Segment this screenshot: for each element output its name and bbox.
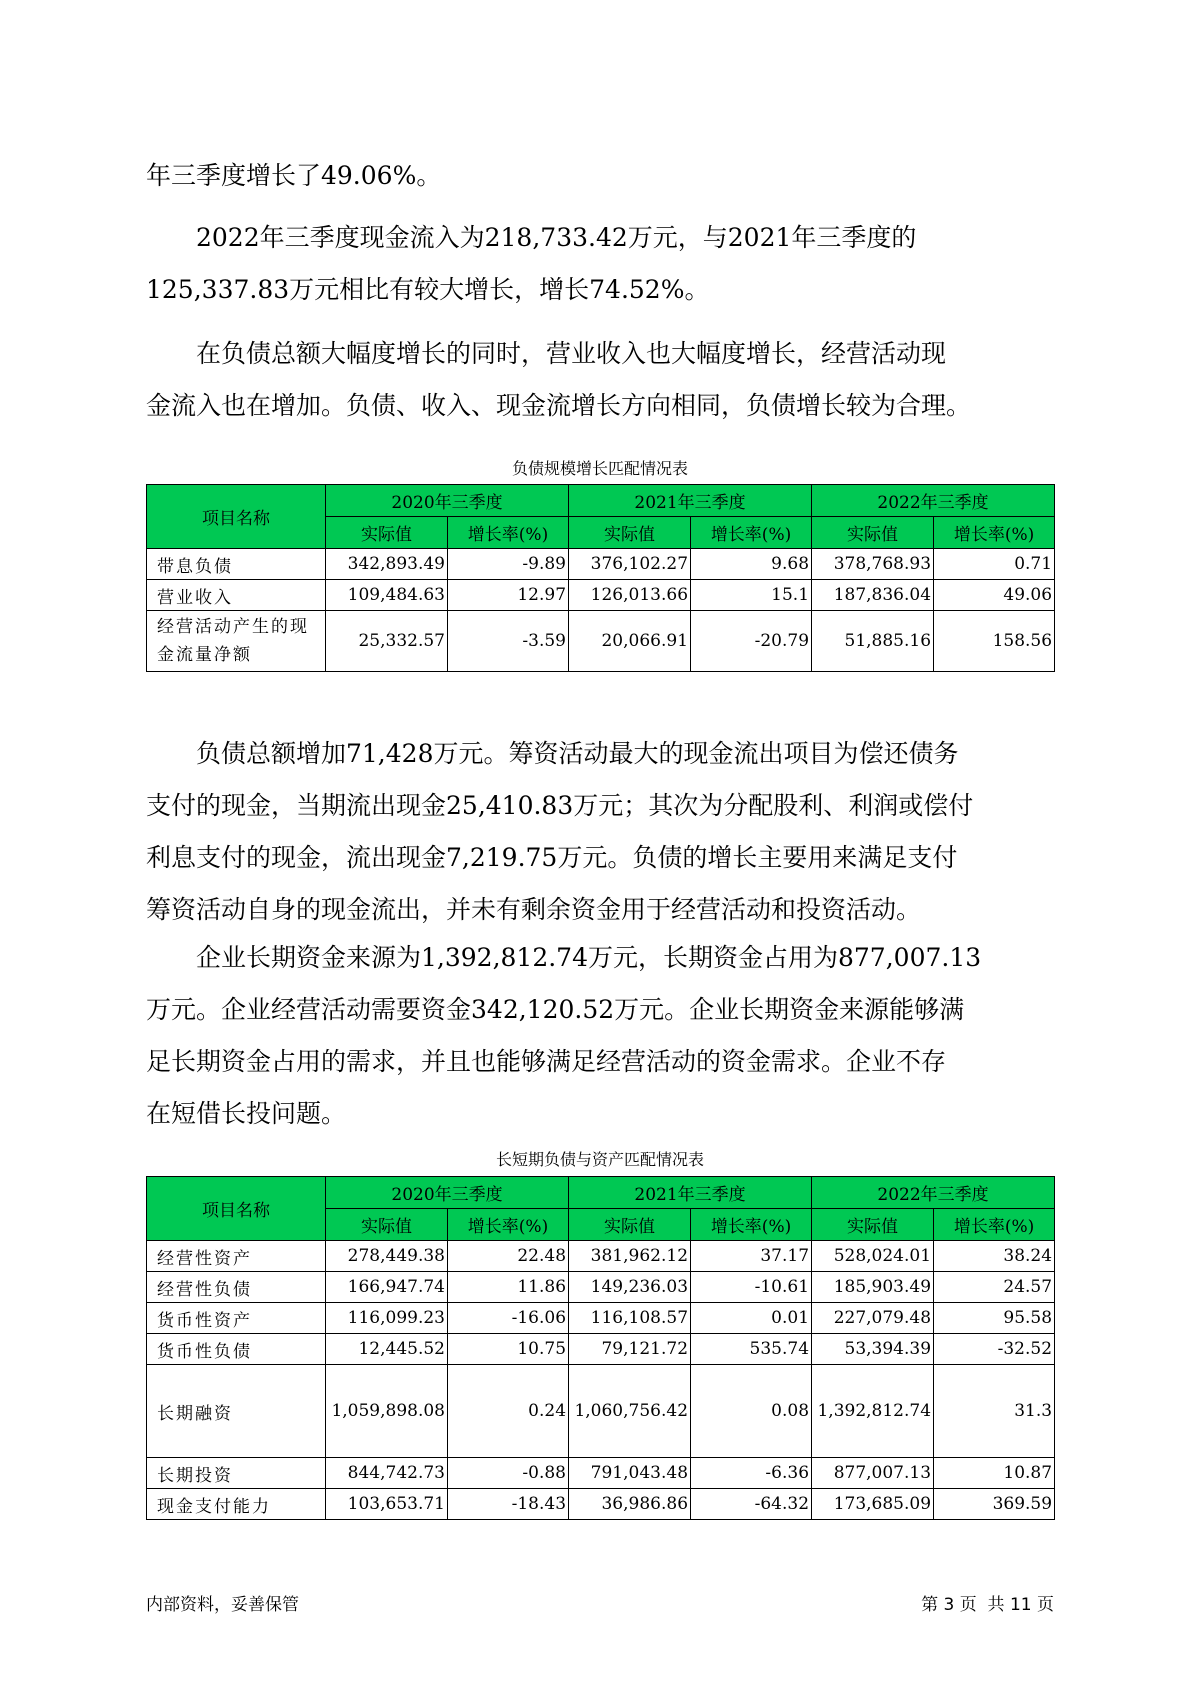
actual-value-header: 实际值 (326, 1209, 448, 1241)
cell-value: 109,484.63 (326, 580, 448, 611)
cell-value: 31.3 (934, 1365, 1055, 1458)
paragraph-line: 足长期资金占用的需求，并且也能够满足经营活动的资金需求。企业不存 (146, 1047, 947, 1076)
cell-value: 0.08 (691, 1365, 812, 1458)
cell-value: 12,445.52 (326, 1334, 448, 1365)
actual-value-header: 实际值 (326, 517, 448, 549)
row-name: 经营性负债 (147, 1272, 326, 1303)
cell-value: 1,392,812.74 (812, 1365, 934, 1458)
cell-value: 0.71 (934, 549, 1055, 580)
paragraph-continuation (146, 150, 1046, 202)
paragraph-cash-inflow (146, 212, 1046, 316)
paragraph-debt-growth (146, 328, 1046, 432)
cell-value: 15.1 (691, 580, 812, 611)
actual-value-header: 实际值 (812, 517, 934, 549)
cell-value: 173,685.09 (812, 1489, 934, 1520)
cell-value: 49.06 (934, 580, 1055, 611)
cell-value: 278,449.38 (326, 1241, 448, 1272)
cell-value: -64.32 (691, 1489, 812, 1520)
cell-value: 187,836.04 (812, 580, 934, 611)
paragraph-line: 企业长期资金来源为1,392,812.74万元，长期资金占用为877,007.13 (196, 943, 982, 972)
row-name: 带息负债 (147, 549, 326, 580)
cell-value: -10.61 (691, 1272, 812, 1303)
table-row (147, 1241, 1055, 1272)
paragraph-line: 筹资活动自身的现金流出，并未有剩余资金用于经营活动和投资活动。 (146, 895, 922, 924)
cell-value: -32.52 (934, 1334, 1055, 1365)
table-row (147, 1272, 1055, 1303)
table-row (147, 549, 1055, 580)
growth-rate-header: 增长率(%) (691, 517, 812, 549)
cell-value: 1,059,898.08 (326, 1365, 448, 1458)
paragraph-line: 金流入也在增加。负债、收入、现金流增长方向相同，负债增长较为合理。 (146, 391, 972, 420)
cell-value: 116,099.23 (326, 1303, 448, 1334)
cell-value: 126,013.66 (569, 580, 691, 611)
cell-value: 342,893.49 (326, 549, 448, 580)
cell-value: -18.43 (448, 1489, 569, 1520)
growth-rate-header: 增长率(%) (691, 1209, 812, 1241)
cell-value: -9.89 (448, 549, 569, 580)
cell-value: 22.48 (448, 1241, 569, 1272)
actual-value-header: 实际值 (569, 1209, 691, 1241)
table-row (147, 580, 1055, 611)
cell-value: 79,121.72 (569, 1334, 691, 1365)
growth-rate-header: 增长率(%) (448, 1209, 569, 1241)
row-name: 长期融资 (147, 1365, 326, 1458)
item-name-header: 项目名称 (147, 485, 326, 549)
debt-scale-table (146, 484, 1055, 672)
paragraph-line: 负债总额增加71,428万元。筹资活动最大的现金流出项目为偿还债务 (196, 739, 959, 768)
row-name: 货币性资产 (147, 1303, 326, 1334)
growth-rate-header: 增长率(%) (934, 517, 1055, 549)
cell-value: 95.58 (934, 1303, 1055, 1334)
cell-value: 51,885.16 (812, 611, 934, 672)
cell-value: 227,079.48 (812, 1303, 934, 1334)
row-name: 货币性负债 (147, 1334, 326, 1365)
paragraph-line: 利息支付的现金，流出现金7,219.75万元。负债的增长主要用来满足支付 (146, 843, 958, 872)
period-header: 2022年三季度 (812, 1177, 1055, 1209)
row-name: 经营活动产生的现金流量净额 (147, 611, 326, 672)
cell-value: 20,066.91 (569, 611, 691, 672)
cell-value: 877,007.13 (812, 1458, 934, 1489)
period-header: 2022年三季度 (812, 485, 1055, 517)
cell-value: 369.59 (934, 1489, 1055, 1520)
period-header: 2020年三季度 (326, 1177, 569, 1209)
paragraph-line: 支付的现金，当期流出现金25,410.83万元；其次为分配股利、利润或偿付 (146, 791, 974, 820)
table-caption: 长短期负债与资产匹配情况表 (495, 1150, 704, 1169)
cell-value: 528,024.01 (812, 1241, 934, 1272)
cell-value: 9.68 (691, 549, 812, 580)
cell-value: 0.01 (691, 1303, 812, 1334)
cell-value: 0.24 (448, 1365, 569, 1458)
cell-value: 36,986.86 (569, 1489, 691, 1520)
paragraph-debt-increase (146, 728, 1046, 936)
paragraph-line: 在负债总额大幅度增长的同时，营业收入也大幅度增长，经营活动现 (196, 339, 947, 368)
growth-rate-header: 增长率(%) (934, 1209, 1055, 1241)
cell-value: -0.88 (448, 1458, 569, 1489)
row-name: 经营性资产 (147, 1241, 326, 1272)
actual-value-header: 实际值 (812, 1209, 934, 1241)
cell-value: 10.75 (448, 1334, 569, 1365)
cell-value: 25,332.57 (326, 611, 448, 672)
cell-value: 12.97 (448, 580, 569, 611)
item-name-header: 项目名称 (147, 1177, 326, 1241)
paragraph-line: 125,337.83万元相比有较大增长，增长74.52%。 (146, 275, 710, 304)
cell-value: 11.86 (448, 1272, 569, 1303)
cell-value: 149,236.03 (569, 1272, 691, 1303)
cell-value: 185,903.49 (812, 1272, 934, 1303)
cell-value: 166,947.74 (326, 1272, 448, 1303)
paragraph-line: 年三季度增长了49.06%。 (146, 161, 442, 190)
growth-rate-header: 增长率(%) (448, 517, 569, 549)
cell-value: 10.87 (934, 1458, 1055, 1489)
cell-value: 791,043.48 (569, 1458, 691, 1489)
footer-page-number: 第 3 页 共 11 页 (921, 1595, 1054, 1615)
paragraph-line: 2022年三季度现金流入为218,733.42万元，与2021年三季度的 (196, 223, 917, 252)
period-header: 2021年三季度 (569, 485, 812, 517)
cell-value: -16.06 (448, 1303, 569, 1334)
cell-value: 38.24 (934, 1241, 1055, 1272)
table-row (147, 1334, 1055, 1365)
cell-value: 103,653.71 (326, 1489, 448, 1520)
cell-value: 158.56 (934, 611, 1055, 672)
cell-value: 53,394.39 (812, 1334, 934, 1365)
cell-value: -20.79 (691, 611, 812, 672)
period-header: 2021年三季度 (569, 1177, 812, 1209)
table-caption: 负债规模增长匹配情况表 (511, 459, 688, 478)
cell-value: 24.57 (934, 1272, 1055, 1303)
cell-value: -3.59 (448, 611, 569, 672)
row-name: 长期投资 (147, 1458, 326, 1489)
row-name: 营业收入 (147, 580, 326, 611)
table-row (147, 611, 1055, 672)
cell-value: 378,768.93 (812, 549, 934, 580)
table-row (147, 1365, 1055, 1458)
table-row (147, 1489, 1055, 1520)
paragraph-line: 在短借长投问题。 (146, 1099, 347, 1128)
row-name: 现金支付能力 (147, 1489, 326, 1520)
cell-value: -6.36 (691, 1458, 812, 1489)
paragraph-line: 万元。企业经营活动需要资金342,120.52万元。企业长期资金来源能够满 (146, 995, 965, 1024)
cell-value: 844,742.73 (326, 1458, 448, 1489)
actual-value-header: 实际值 (569, 517, 691, 549)
cell-value: 1,060,756.42 (569, 1365, 691, 1458)
period-header: 2020年三季度 (326, 485, 569, 517)
cell-value: 37.17 (691, 1241, 812, 1272)
cell-value: 116,108.57 (569, 1303, 691, 1334)
table-row (147, 1458, 1055, 1489)
paragraph-long-term-funds (146, 932, 1046, 1140)
cell-value: 381,962.12 (569, 1241, 691, 1272)
cell-value: 535.74 (691, 1334, 812, 1365)
table-row (147, 1303, 1055, 1334)
cell-value: 376,102.27 (569, 549, 691, 580)
debt-asset-match-table (146, 1176, 1055, 1520)
footer-confidential-note: 内部资料，妥善保管 (146, 1595, 299, 1615)
